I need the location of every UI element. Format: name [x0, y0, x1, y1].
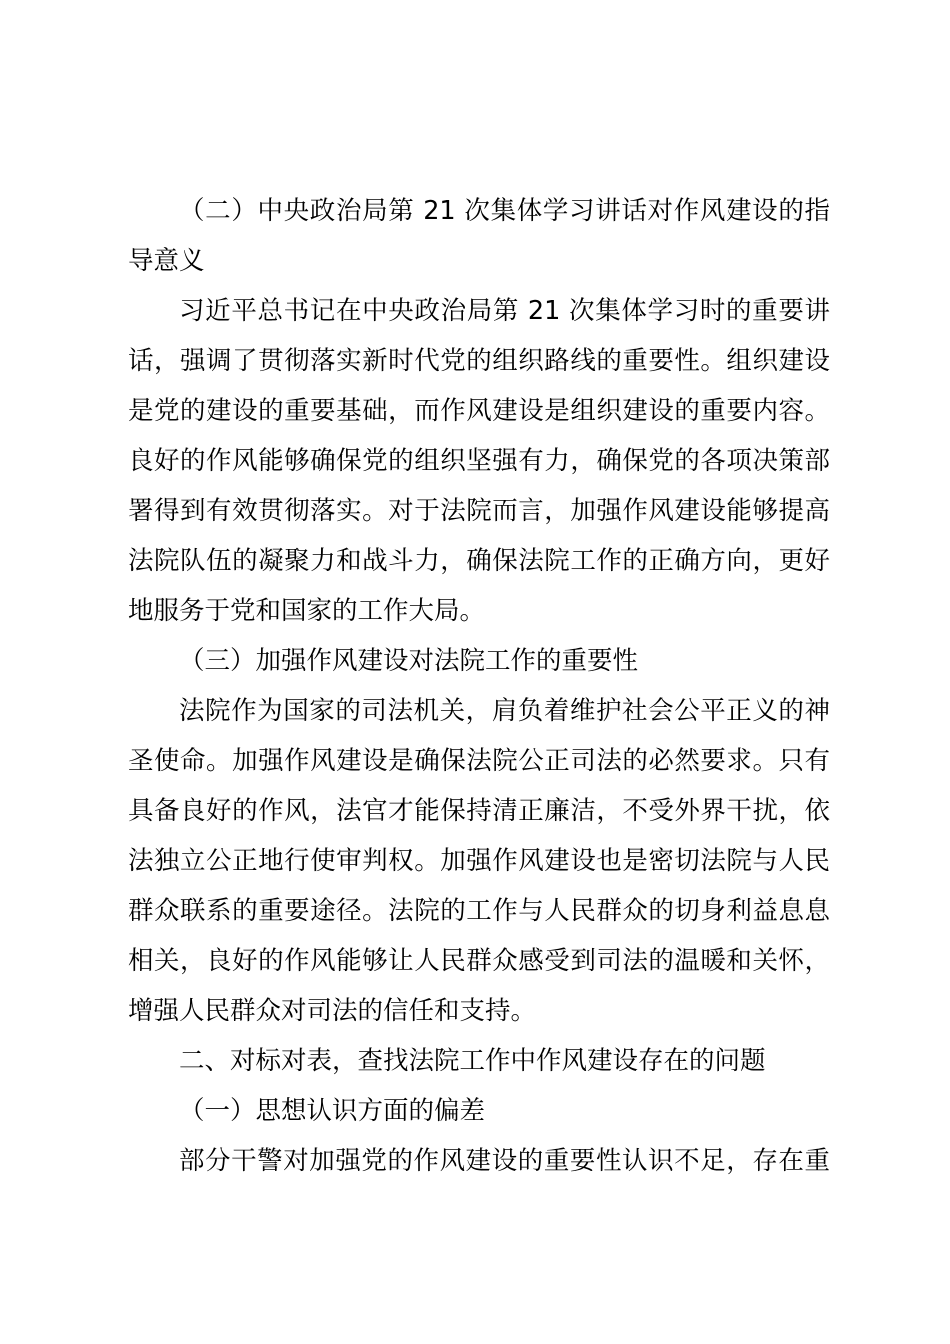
body-paragraph	[128, 686, 830, 1036]
paragraph-line: 增强人民群众对司法的信任和支持。	[128, 996, 537, 1026]
paragraph-line: 是党的建设的重要基础，而作风建设是组织建设的重要内容。	[128, 396, 830, 426]
section-heading-1	[128, 1086, 830, 1136]
heading-line: 导意义	[128, 246, 205, 276]
paragraph-line: 话，强调了贯彻落实新时代党的组织路线的重要性。组织建设	[128, 346, 830, 376]
paragraph-line: 良好的作风能够确保党的组织坚强有力，确保党的各项决策部	[128, 446, 830, 476]
paragraph-line: 习近平总书记在中央政治局第 21 次集体学习时的重要讲	[179, 296, 830, 326]
paragraph-line: 署得到有效贯彻落实。对于法院而言，加强作风建设能够提高	[128, 496, 830, 526]
paragraph-line: 群众联系的重要途径。法院的工作与人民群众的切身利益息息	[128, 896, 830, 926]
paragraph-line: 具备良好的作风，法官才能保持清正廉洁，不受外界干扰，依	[128, 796, 830, 826]
paragraph-line: 相关，良好的作风能够让人民群众感受到司法的温暖和关怀，	[128, 946, 830, 976]
heading-line: （二）中央政治局第 21 次集体学习讲话对作风建设的指	[179, 196, 830, 226]
heading-line: （三）加强作风建设对法院工作的重要性	[179, 646, 639, 676]
section-heading-3	[128, 636, 830, 686]
paragraph-line: 地服务于党和国家的工作大局。	[128, 596, 486, 626]
chapter-heading-2	[128, 1036, 830, 1086]
section-heading-2	[128, 186, 830, 286]
paragraph-line: 法院队伍的凝聚力和战斗力，确保法院工作的正确方向，更好	[128, 546, 830, 576]
body-paragraph	[128, 286, 830, 636]
paragraph-line: 法院作为国家的司法机关，肩负着维护社会公平正义的神	[179, 696, 830, 726]
paragraph-line: 圣使命。加强作风建设是确保法院公正司法的必然要求。只有	[128, 746, 830, 776]
body-paragraph	[128, 1136, 830, 1186]
paragraph-line: 法独立公正地行使审判权。加强作风建设也是密切法院与人民	[128, 846, 830, 876]
heading-line: 二、对标对表，查找法院工作中作风建设存在的问题	[179, 1046, 766, 1076]
document-body	[128, 186, 830, 1186]
paragraph-line: 部分干警对加强党的作风建设的重要性认识不足，存在重	[179, 1146, 830, 1176]
heading-line: （一）思想认识方面的偏差	[179, 1096, 486, 1126]
